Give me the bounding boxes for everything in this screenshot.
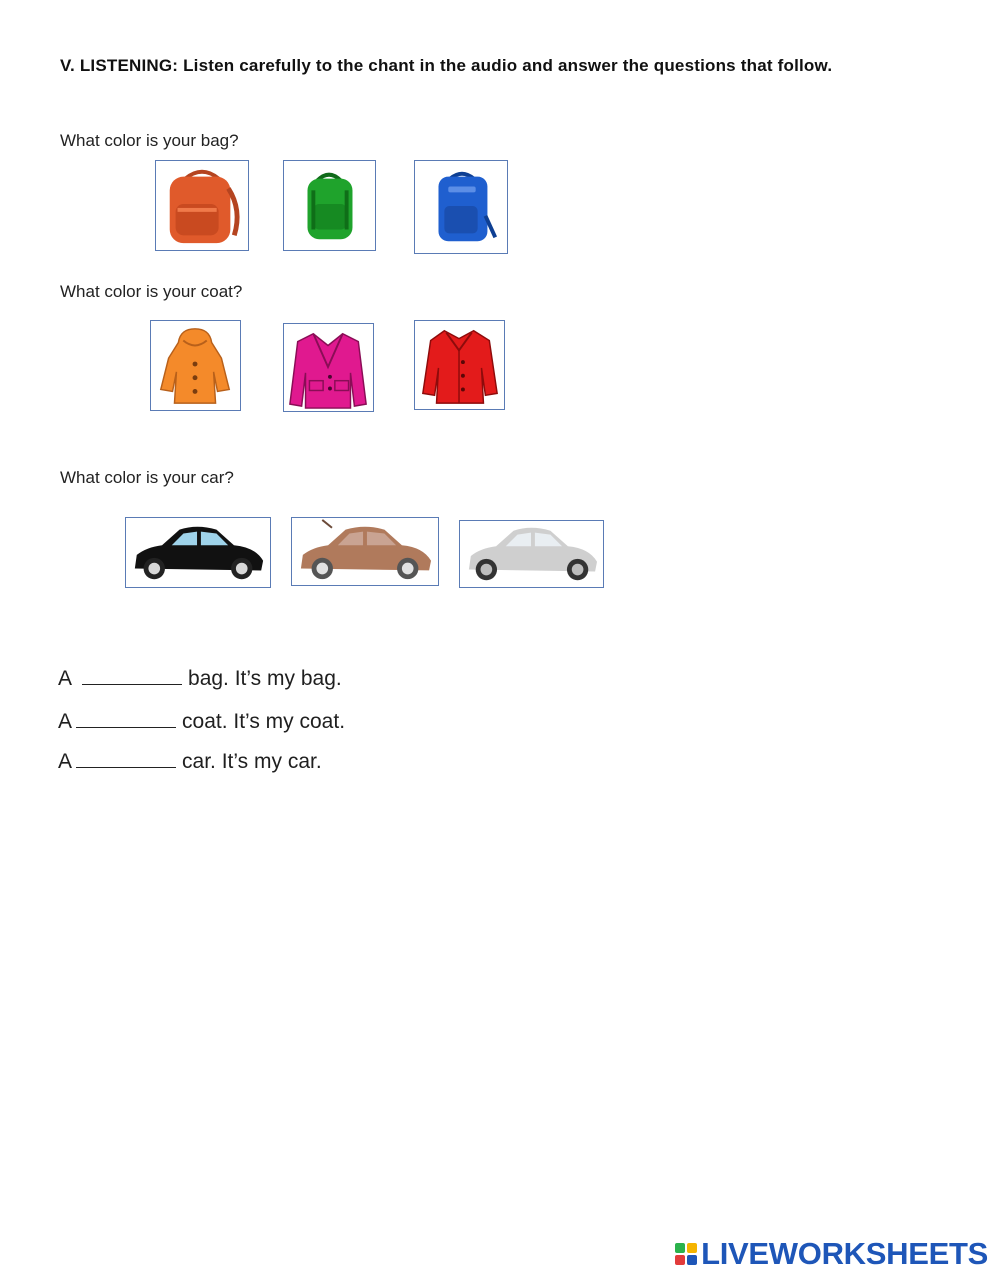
bag-option-blue[interactable] — [414, 160, 508, 254]
car-option-black[interactable] — [125, 517, 271, 588]
sentence-coat — [58, 709, 345, 734]
car-icon — [292, 518, 438, 585]
car-option-brown[interactable] — [291, 517, 439, 586]
backpack-icon — [284, 161, 375, 250]
coat-icon — [415, 321, 504, 409]
liveworksheets-logo — [675, 1236, 988, 1272]
sentence-bag — [58, 666, 342, 691]
question-car: What color is your car? — [60, 468, 234, 487]
question-coat: What color is your coat? — [60, 282, 243, 301]
section-heading: V. LISTENING: Listen carefully to the chant in the audio and answer the questions that follow. — [60, 56, 833, 75]
car-icon — [460, 521, 603, 587]
sentence-start: A — [58, 750, 73, 773]
sentence-end: coat. It’s my coat. — [182, 710, 346, 733]
bag-option-red[interactable] — [155, 160, 249, 251]
brand-name: LIVEWORKSHEETS — [701, 1236, 988, 1271]
car-option-silver[interactable] — [459, 520, 604, 588]
coat-option-red[interactable] — [414, 320, 505, 410]
answer-blank-coat[interactable] — [76, 709, 176, 728]
backpack-icon — [415, 161, 507, 253]
logo-squares-icon — [675, 1243, 697, 1265]
sentence-car — [58, 749, 322, 774]
coat-option-pink[interactable] — [283, 323, 374, 412]
coat-icon — [151, 321, 240, 410]
sentence-end: bag. It’s my bag. — [188, 667, 342, 690]
backpack-icon — [156, 161, 248, 250]
bag-option-green[interactable] — [283, 160, 376, 251]
coat-option-orange[interactable] — [150, 320, 241, 411]
coat-icon — [284, 324, 373, 411]
answer-blank-car[interactable] — [76, 749, 176, 768]
sentence-end: car. It’s my car. — [182, 750, 322, 773]
question-bag: What color is your bag? — [60, 131, 239, 150]
sentence-start: A — [58, 710, 73, 733]
answer-blank-bag[interactable] — [82, 666, 182, 685]
car-icon — [126, 518, 270, 587]
sentence-start: A — [58, 667, 73, 690]
